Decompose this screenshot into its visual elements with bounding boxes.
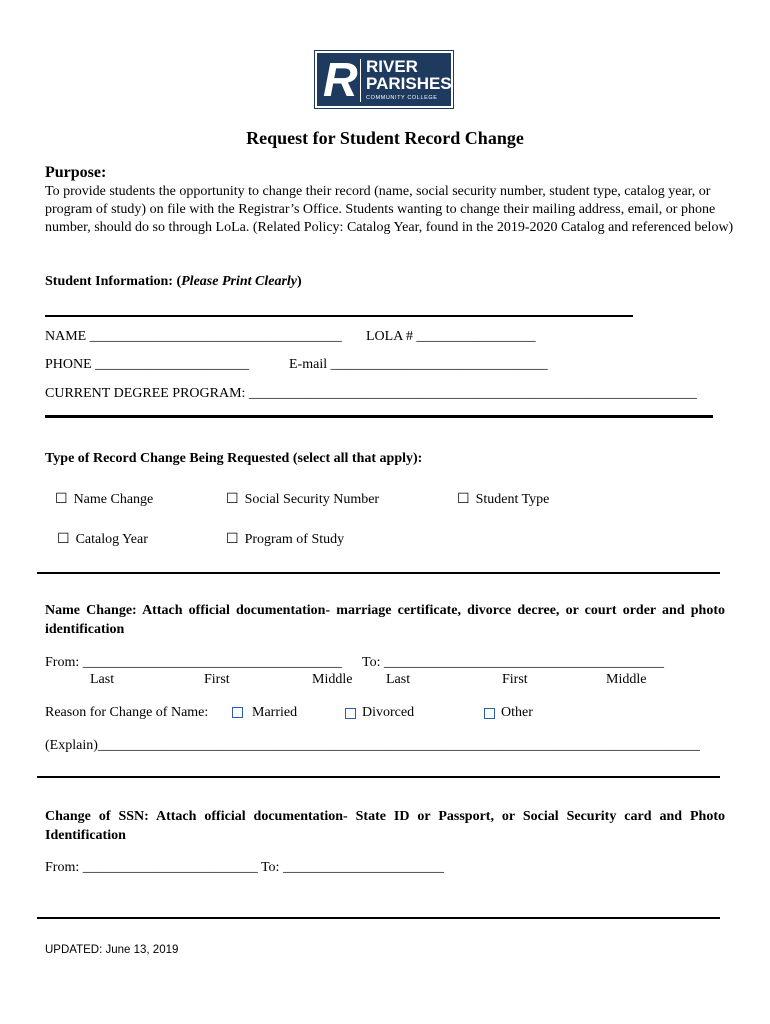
married-label: Married	[252, 705, 298, 720]
to-first-label: First	[502, 672, 528, 687]
logo-r-mark-icon: R	[323, 54, 358, 107]
ssn-from-to-field[interactable]: From: _________________________ To: _______________________	[45, 860, 444, 875]
option-student-type[interactable]	[457, 491, 549, 508]
divorced-label: Divorced	[362, 705, 415, 720]
name-field[interactable]: NAME ____________________________________	[45, 329, 342, 344]
logo-line-1: RIVER	[366, 57, 418, 76]
student-info-heading-note: Please Print Clearly	[181, 274, 298, 289]
option-label: Social Security Number	[244, 492, 380, 507]
current-degree-program-field[interactable]: CURRENT DEGREE PROGRAM: ________________________________________________________________	[45, 386, 697, 401]
from-name-field[interactable]: From: _____________________________________	[45, 655, 342, 670]
student-info-heading-label: Student Information: (	[45, 274, 182, 289]
divider-line	[45, 315, 633, 317]
option-label: Student Type	[475, 492, 550, 507]
married-checkbox[interactable]	[232, 707, 243, 718]
student-info-heading-close: )	[297, 274, 302, 289]
purpose-body: To provide students the opportunity to change their record (name, social security number, student type, catalog year, or program of study) on file with the Registrar’s Office. Students wanting to change their mailing address, email, or phone number, should do so through LoLa. (Related Policy: Catalog Year, found in the 2019-2020 Catalog and referenced below)	[45, 184, 734, 235]
to-middle-label: Middle	[606, 672, 647, 687]
college-logo	[315, 51, 453, 108]
checkbox-icon[interactable]: ☐	[457, 492, 470, 507]
logo-line-3: COMMUNITY COLLEGE	[366, 95, 438, 101]
from-middle-label: Middle	[312, 672, 353, 687]
name-change-heading: Name Change: Attach official documentation- marriage certificate, divorce decree, or court order and photo identification	[45, 603, 725, 637]
divider-line	[37, 776, 720, 778]
checkbox-icon[interactable]: ☐	[57, 532, 70, 547]
page-title: Request for Student Record Change	[246, 128, 524, 148]
option-label: Catalog Year	[75, 532, 148, 547]
other-label: Other	[501, 705, 533, 720]
student-info-heading	[45, 274, 302, 290]
divider-line	[37, 572, 720, 574]
option-catalog-year[interactable]	[57, 531, 148, 548]
purpose-heading: Purpose:	[45, 164, 107, 181]
lola-number-field[interactable]: LOLA # _________________	[366, 329, 536, 344]
other-checkbox[interactable]	[484, 708, 495, 719]
option-label: Program of Study	[244, 532, 345, 547]
logo-divider	[360, 59, 361, 102]
to-name-field[interactable]: To: ________________________________________	[362, 655, 664, 670]
divorced-checkbox[interactable]	[345, 708, 356, 719]
reason-label: Reason for Change of Name:	[45, 705, 209, 720]
email-field[interactable]: E-mail _______________________________	[289, 357, 548, 372]
checkbox-icon[interactable]: ☐	[55, 492, 68, 507]
option-program-of-study[interactable]	[226, 531, 344, 548]
checkbox-icon[interactable]: ☐	[226, 532, 239, 547]
logo-line-2: PARISHES	[366, 74, 452, 93]
divider-line	[37, 917, 720, 919]
option-name-change[interactable]	[55, 491, 153, 508]
record-type-heading: Type of Record Change Being Requested (select all that apply):	[45, 451, 423, 466]
updated-date: UPDATED: June 13, 2019	[45, 944, 179, 956]
option-social-security-number[interactable]	[226, 491, 379, 508]
phone-field[interactable]: PHONE ______________________	[45, 357, 250, 372]
checkbox-icon[interactable]: ☐	[226, 492, 239, 507]
explain-field[interactable]: (Explain)______________________________________________________________________________________	[45, 738, 700, 753]
divider-line	[45, 415, 713, 418]
to-last-label: Last	[386, 672, 411, 687]
from-last-label: Last	[90, 672, 115, 687]
ssn-change-heading: Change of SSN: Attach official documentation- State ID or Passport, or Social Security card and Photo Identification	[45, 809, 725, 843]
from-first-label: First	[204, 672, 230, 687]
option-label: Name Change	[73, 492, 154, 507]
